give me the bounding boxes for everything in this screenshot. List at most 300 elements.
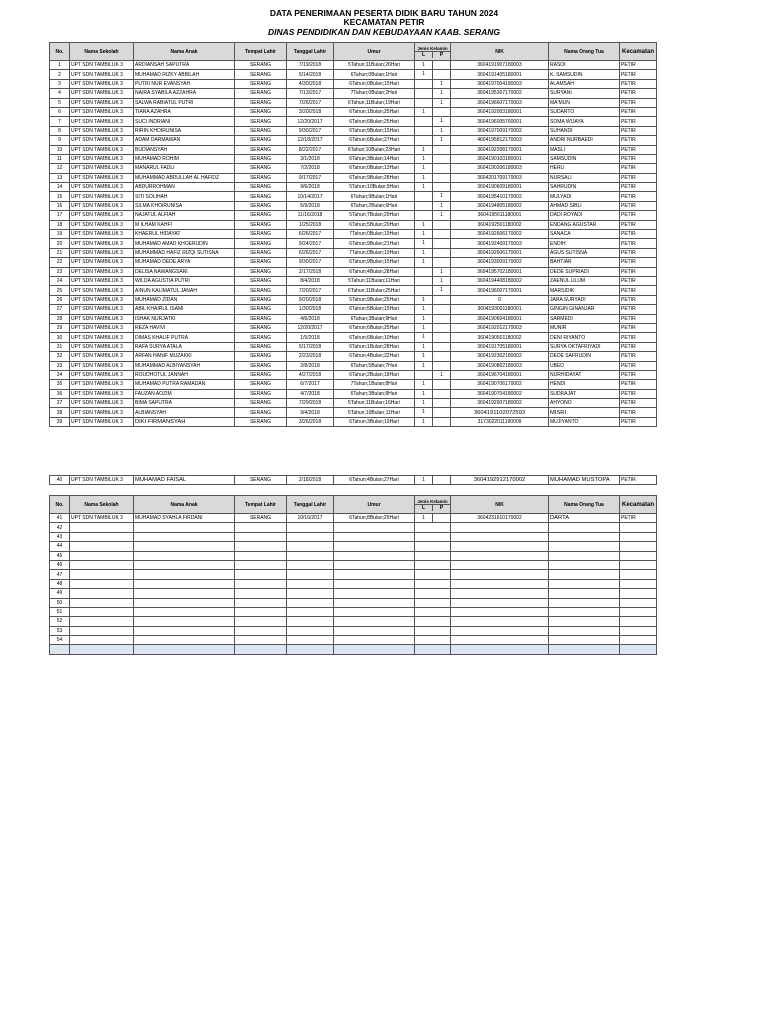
cell-child-name: NAIRA SYABILA AZZAHRA [134, 89, 235, 98]
cell-parent: DADI ROYADI [549, 211, 620, 220]
cell-birthplace: SERANG [235, 201, 287, 210]
cell-district: PETIR [620, 107, 657, 116]
table-row [50, 239, 657, 248]
cell-birthdate: 7/29/2018 [287, 399, 334, 408]
cell-school: UPT SDN TAMBILUK 3 [70, 211, 134, 220]
col-header-no: No. [50, 43, 70, 61]
cell-gender-p [433, 239, 450, 247]
cell-age: 6Tahun;5Bulan;15Hari [334, 305, 415, 314]
cell-empty [287, 617, 334, 626]
cell-age: 6Tahun;3Bulan;14Hari [334, 154, 415, 163]
cell-school: UPT SDN TAMBILUK 3 [70, 323, 134, 332]
cell-gender-p: 1 [440, 277, 443, 284]
cell-empty [70, 626, 134, 635]
cell-parent: GINGIN GINANJAR [549, 305, 620, 314]
cell-age: 5Tahun;10Bulan;11Hari [334, 408, 415, 417]
cell-empty [549, 598, 620, 607]
cell-birthdate: 2/18/2018 [287, 476, 334, 485]
cell-district: PETIR [620, 295, 657, 304]
cell-birthplace: SERANG [235, 79, 287, 88]
cell-age: 6Tahun;2Bulan;18Hari [334, 370, 415, 379]
cell-no: 40 [50, 476, 70, 485]
cell-birthdate: 7/20/2017 [287, 286, 334, 295]
col-header-no: No. [50, 496, 70, 514]
cell-empty [451, 542, 549, 551]
cell-child-name: ISHAK NURJATKI [134, 314, 235, 323]
cell-empty [334, 607, 415, 616]
cell-birthplace: SERANG [235, 389, 287, 398]
cell-parent: DEDE SAFRUDIN [549, 352, 620, 361]
cell-birthdate: 10/16/2017 [287, 514, 334, 523]
cell-gender [415, 323, 451, 332]
cell-school: UPT SDN TAMBILUK 3 [70, 305, 134, 314]
cell-school: UPT SDN TAMBILUK 3 [70, 399, 134, 408]
cell-nik: 3694195702180001 [451, 267, 549, 276]
cell-gender-p [433, 343, 450, 351]
cell-nik: 3604190704180002 [451, 389, 549, 398]
cell-empty [451, 523, 549, 532]
cell-school: UPT SDN TAMBILUK 3 [70, 408, 134, 417]
cell-empty [235, 589, 287, 598]
cell-birthplace: SERANG [235, 276, 287, 285]
cell-empty [549, 560, 620, 569]
table-row [50, 192, 657, 201]
cell-gender-l: 1 [415, 164, 433, 172]
cell-birthplace: SERANG [235, 352, 287, 361]
cell-birthdate: 4/6/2018 [287, 314, 334, 323]
cell-empty [334, 570, 415, 579]
cell-birthdate: 9/17/2017 [287, 173, 334, 182]
cell-no: 3 [50, 79, 70, 88]
cell-child-name: MUHAMMAD HAFIZ RIZQI SUTISNA [134, 248, 235, 257]
cell-gender-l [415, 371, 433, 379]
cell-birthdate: 10/14/2017 [287, 192, 334, 201]
cell-school: UPT SDN TAMBILUK 3 [70, 145, 134, 154]
cell-no: 35 [50, 380, 70, 389]
table-row-empty [50, 607, 657, 616]
cell-school: UPT SDN TAMBILUK 3 [70, 70, 134, 79]
cell-nik: 3173022011190009 [451, 417, 549, 426]
cell-empty [451, 607, 549, 616]
table-body-2 [50, 514, 657, 655]
cell-empty [235, 598, 287, 607]
cell-gender-p: 1 [440, 212, 443, 219]
cell-gender-l: 1 [415, 514, 433, 522]
cell-gender [415, 61, 451, 70]
cell-gender-l [415, 127, 433, 135]
cell-district: PETIR [620, 514, 657, 523]
cell-school: UPT SDN TAMBILUK 3 [70, 267, 134, 276]
cell-birthplace: SERANG [235, 239, 287, 248]
cell-empty [235, 617, 287, 626]
cell-nik: 3604192409170003 [451, 239, 549, 248]
cell-empty [334, 560, 415, 569]
cell-empty [415, 542, 451, 551]
cell-nik: 3604195611180001 [451, 211, 549, 220]
cell-empty [70, 579, 134, 588]
cell-child-name: MUHAMMAD ALBIYANSYAH [134, 361, 235, 370]
cell-district: PETIR [620, 380, 657, 389]
cell-nik: 3604190206180003 [451, 164, 549, 173]
cell-gender-l: 1 [415, 362, 433, 370]
cell-birthplace: SERANG [235, 211, 287, 220]
cell-age: 5Tahun;11Bulan;16Hari [334, 399, 415, 408]
table-row [50, 286, 657, 295]
cell-birthdate: 9/30/2017 [287, 126, 334, 135]
cell-birthplace: SERANG [235, 476, 287, 485]
cell-birthdate: 1/5/2018 [287, 333, 334, 342]
gender-l: L [421, 51, 426, 58]
cell-birthdate: 4/30/2018 [287, 79, 334, 88]
cell-school: UPT SDN TAMBILUK 3 [70, 183, 134, 192]
cell-gender-l: 1 [415, 258, 433, 266]
cell-empty [334, 589, 415, 598]
cell-no: 53 [50, 626, 70, 635]
table-row [50, 258, 657, 267]
cell-gender [415, 201, 451, 210]
cell-birthdate: 7/13/2017 [287, 89, 334, 98]
cell-birthdate: 2/23/2018 [287, 352, 334, 361]
cell-district: PETIR [620, 389, 657, 398]
cell-empty [451, 636, 549, 645]
cell-no: 11 [50, 154, 70, 163]
cell-no: 30 [50, 333, 70, 342]
cell-gender-l [415, 211, 433, 219]
cell-gender [415, 239, 451, 248]
cell-gender-p [433, 174, 450, 182]
cell-empty [334, 617, 415, 626]
cell-age: 7Tahun;0Bulan;19Hari [334, 230, 415, 239]
cell-child-name: FAUZAN AOZIM [134, 389, 235, 398]
cell-birthdate: 8/22/2017 [287, 145, 334, 154]
cell-empty [415, 551, 451, 560]
gender-title: Jenis Kelamin [415, 499, 450, 505]
cell-parent: SARMEDI [549, 314, 620, 323]
cell-nik: 3604190604180001 [451, 314, 549, 323]
cell-parent: MASLI [549, 145, 620, 154]
cell-gender [415, 183, 451, 192]
cell-school: UPT SDN TAMBILUK 3 [70, 173, 134, 182]
cell-child-name: MUHAMMAD ABDULLAH AL HAFIDZ [134, 173, 235, 182]
cell-parent: AHYONO [549, 399, 620, 408]
cell-birthdate: 6/7/2017 [287, 380, 334, 389]
cell-empty [620, 560, 657, 569]
cell-parent: MUHAMAD MUSTOPA [549, 476, 620, 485]
cell-district: PETIR [620, 286, 657, 295]
table-row [50, 417, 657, 426]
cell-empty [415, 598, 451, 607]
table-row [50, 267, 657, 276]
cell-school: UPT SDN TAMBILUK 3 [70, 136, 134, 145]
cell-nik: 3604195410170002 [451, 192, 549, 201]
cell-nik: 3604190103180001 [451, 154, 549, 163]
cell-nik: 3604196007170001 [451, 286, 549, 295]
cell-district: PETIR [620, 154, 657, 163]
cell-no: 42 [50, 523, 70, 532]
cell-birthdate: 3/26/2018 [287, 417, 334, 426]
cell-nik: 3604191102072593 [451, 408, 549, 417]
table-row [50, 476, 657, 485]
cell-gender-p [433, 70, 450, 78]
cell-birthdate: 12/18/2017 [287, 136, 334, 145]
cell-birthdate: 2/17/2018 [287, 267, 334, 276]
cell-birthplace: SERANG [235, 342, 287, 351]
cell-gender-p [433, 352, 450, 360]
cell-no: 34 [50, 370, 70, 379]
cell-empty [287, 645, 334, 654]
cell-empty [134, 626, 235, 635]
cell-no: 1 [50, 61, 70, 70]
cell-empty [134, 645, 235, 654]
table-row [50, 117, 657, 126]
cell-gender [415, 286, 451, 295]
table-row [50, 79, 657, 88]
cell-no: 12 [50, 164, 70, 173]
cell-age: 6Tahun;3Bulan;8Hari [334, 389, 415, 398]
col-header-child-name: Nama Anak [134, 43, 235, 61]
cell-district: PETIR [620, 61, 657, 70]
table-row-empty [50, 560, 657, 569]
cell-gender-p [433, 333, 450, 341]
cell-empty [70, 551, 134, 560]
cell-birthdate: 3/1/2018 [287, 154, 334, 163]
cell-school: UPT SDN TAMBILUK 3 [70, 107, 134, 116]
cell-age: 6Tahun;0Bulan;15Hari [334, 79, 415, 88]
cell-parent: NURSALI [549, 173, 620, 182]
cell-parent: ENDIH [549, 239, 620, 248]
cell-school: UPT SDN TAMBILUK 3 [70, 276, 134, 285]
cell-no: 4 [50, 89, 70, 98]
table-row [50, 305, 657, 314]
table-row [50, 514, 657, 523]
col-header-child-name: Nama Anak [134, 496, 235, 514]
cell-age: 6Tahun;3Bulan;19Hari [334, 417, 415, 426]
cell-empty [415, 645, 451, 654]
cell-district: PETIR [620, 183, 657, 192]
cell-parent: ENDANG AGUSTAR [549, 220, 620, 229]
cell-parent: MUNIR [549, 323, 620, 332]
cell-birthplace: SERANG [235, 323, 287, 332]
cell-parent: SUHANDI [549, 126, 620, 135]
cell-birthplace: SERANG [235, 164, 287, 173]
cell-age: 5Tahun;9Bulan;25Hari [334, 295, 415, 304]
cell-empty [70, 645, 134, 654]
cell-gender [415, 89, 451, 98]
cell-parent: HERU [549, 164, 620, 173]
cell-empty [451, 551, 549, 560]
cell-gender [415, 79, 451, 88]
cell-gender-l: 1 [415, 183, 433, 191]
cell-no: 21 [50, 248, 70, 257]
cell-nik: 3604191705180001 [451, 342, 549, 351]
cell-birthplace: SERANG [235, 333, 287, 342]
cell-child-name: MUHAMAD AMAD KHOERUDIN [134, 239, 235, 248]
cell-no: 14 [50, 183, 70, 192]
cell-child-name: MUHAMAD RIZKY ABBILAH [134, 70, 235, 79]
cell-parent: MULYADI [549, 192, 620, 201]
cell-nik: 3604197009170002 [451, 126, 549, 135]
cell-school: UPT SDN TAMBILUK 3 [70, 192, 134, 201]
cell-gender [415, 276, 451, 285]
cell-age: 6Tahun;2Bulan;6Hari [334, 201, 415, 210]
cell-empty [287, 607, 334, 616]
cell-birthdate: 9/6/2018 [287, 183, 334, 192]
cell-birthplace: SERANG [235, 173, 287, 182]
cell-empty [70, 532, 134, 541]
cell-gender-p [433, 362, 450, 370]
cell-gender-p: 1 [440, 193, 443, 200]
cell-no: 26 [50, 295, 70, 304]
cell-school: UPT SDN TAMBILUK 3 [70, 476, 134, 485]
col-header-birthdate: Tanggal Lahir [287, 43, 334, 61]
cell-gender [415, 98, 451, 107]
cell-gender-l [415, 268, 433, 276]
cell-birthdate: 5/17/2018 [287, 342, 334, 351]
col-header-gender [415, 43, 451, 61]
cell-gender [415, 211, 451, 220]
col-header-age: Umur [334, 496, 415, 514]
cell-nik: 3604194408180002 [451, 276, 549, 285]
cell-birthplace: SERANG [235, 286, 287, 295]
cell-birthplace: SERANG [235, 89, 287, 98]
cell-empty [287, 598, 334, 607]
cell-gender-l [415, 286, 433, 294]
table-row-empty [50, 598, 657, 607]
cell-parent: SURYANI [549, 89, 620, 98]
cell-no: 15 [50, 192, 70, 201]
cell-birthdate: 12/20/2017 [287, 323, 334, 332]
cell-child-name: ARFAN HANIF MUZAKKI [134, 352, 235, 361]
table-row [50, 248, 657, 257]
cell-child-name: DIMAS KHALIF PUTRA [134, 333, 235, 342]
cell-gender [415, 107, 451, 116]
cell-gender [415, 220, 451, 229]
cell-gender-p [433, 418, 450, 426]
cell-district: PETIR [620, 70, 657, 79]
cell-nik: 3604192606170002 [451, 230, 549, 239]
cell-no: 52 [50, 617, 70, 626]
cell-gender-p: 1 [440, 99, 443, 106]
cell-nik: 3604191405180001 [451, 70, 549, 79]
col-header-nik: NIK [451, 43, 549, 61]
cell-nik: 3604192907180002 [451, 399, 549, 408]
cell-birthdate: 5/9/2018 [287, 201, 334, 210]
table-row [50, 220, 657, 229]
cell-empty [235, 542, 287, 551]
cell-district: PETIR [620, 370, 657, 379]
cell-school: UPT SDN TAMBILUK 3 [70, 164, 134, 173]
cell-parent: MISRI [549, 408, 620, 417]
cell-gender-p [433, 390, 450, 398]
cell-gender-l: 1 [415, 352, 433, 360]
cell-empty [70, 598, 134, 607]
cell-birthdate: 1/25/2018 [287, 220, 334, 229]
col-header-birthplace: Tempat Lahir [235, 43, 287, 61]
cell-empty [287, 626, 334, 635]
cell-district: PETIR [620, 239, 657, 248]
cell-birthdate: 6/26/2017 [287, 230, 334, 239]
table-header [50, 43, 657, 61]
cell-birthdate: 6/26/2017 [287, 248, 334, 257]
cell-parent: AHMAD SIBLI [549, 201, 620, 210]
cell-nik: 3604192003180001 [451, 107, 549, 116]
table-row-empty [50, 570, 657, 579]
cell-school: UPT SDN TAMBILUK 3 [70, 126, 134, 135]
cell-birthdate: 9/30/2017 [287, 258, 334, 267]
cell-empty [620, 636, 657, 645]
cell-age: 6Tahun;5Bulan;7Hari [334, 361, 415, 370]
cell-birthplace: SERANG [235, 380, 287, 389]
cell-age: 6Tahun;4Bulan;27Hari [334, 476, 415, 485]
cell-nik: 3604190706170002 [451, 380, 549, 389]
cell-child-name: MUHAMAD FAISAL [134, 476, 235, 485]
cell-gender-l [415, 277, 433, 285]
cell-age: 5Tahun;11Bulan;26Hari [334, 61, 415, 70]
cell-parent: MARSIDIK [549, 286, 620, 295]
cell-empty [415, 570, 451, 579]
col-header-age: Umur [334, 43, 415, 61]
cell-district: PETIR [620, 267, 657, 276]
cell-empty [235, 551, 287, 560]
cell-parent: HENDI [549, 380, 620, 389]
cell-empty [620, 607, 657, 616]
cell-birthdate: 4/7/2018 [287, 389, 334, 398]
cell-district: PETIR [620, 248, 657, 257]
cell-gender-p: 1 [440, 90, 443, 97]
cell-empty [134, 523, 235, 532]
cell-empty [134, 607, 235, 616]
table-row-empty [50, 636, 657, 645]
cell-empty [235, 523, 287, 532]
table-row [50, 370, 657, 379]
cell-child-name: RAFA SURYA ATALA [134, 342, 235, 351]
table-row-empty [50, 579, 657, 588]
col-header-parent: Nama Orang Tua [549, 496, 620, 514]
cell-gender [415, 305, 451, 314]
cell-child-name: WILDA AGUSTIA PUTRI [134, 276, 235, 285]
cell-child-name: ABDURROHMAN [134, 183, 235, 192]
cell-empty [334, 579, 415, 588]
cell-school: UPT SDN TAMBILUK 3 [70, 98, 134, 107]
cell-gender [415, 267, 451, 276]
cell-gender-l: 1 [415, 70, 433, 78]
cell-parent: ANDRI NURBAEDI [549, 136, 620, 145]
cell-nik: 3604192501180002 [451, 220, 549, 229]
cell-gender [415, 136, 451, 145]
cell-no: 37 [50, 399, 70, 408]
cell-empty [287, 551, 334, 560]
cell-no: 46 [50, 560, 70, 569]
cell-age: 6Tahun;1Bulan;28Hari [334, 342, 415, 351]
cell-empty [70, 560, 134, 569]
cell-school: UPT SDN TAMBILUK 3 [70, 258, 134, 267]
cell-parent: JARA SURYADI [549, 295, 620, 304]
col-header-birthdate: Tanggal Lahir [287, 496, 334, 514]
cell-birthplace: SERANG [235, 192, 287, 201]
cell-empty [415, 589, 451, 598]
cell-empty [334, 532, 415, 541]
cell-school: UPT SDN TAMBILUK 3 [70, 417, 134, 426]
cell-nik: 3604190609180001 [451, 183, 549, 192]
cell-age: 6Tahun;11Bulan;25Hari [334, 286, 415, 295]
cell-empty [70, 542, 134, 551]
cell-birthplace: SERANG [235, 305, 287, 314]
cell-gender-p [433, 230, 450, 238]
cell-parent: ZAENUL ULUM [549, 276, 620, 285]
cell-empty [451, 598, 549, 607]
table-row [50, 314, 657, 323]
cell-district: PETIR [620, 136, 657, 145]
